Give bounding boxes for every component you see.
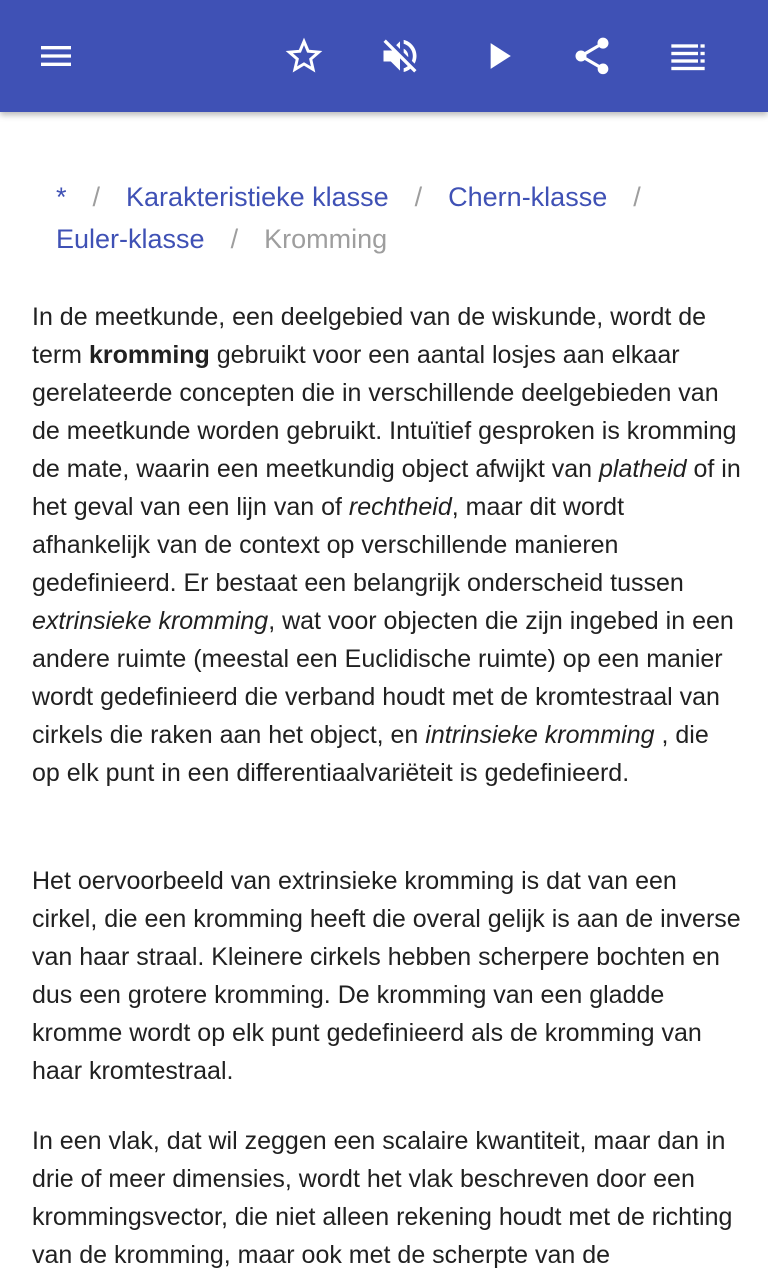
text-run: gebruikt voor een aantal losjes aan elkaar gerelateerde concepten die in verschillende deelgebieden van de meetkunde worden gebruikt. Intuïtief gesproken is kromming de mate, waarin een meetkundig object afwijkt van	[32, 341, 737, 483]
breadcrumb-separator: /	[414, 182, 423, 212]
playlist-icon	[668, 36, 708, 76]
text-run: In de meetkunde, een deelgebied van de wiskunde, wordt de term	[32, 303, 707, 369]
play-button[interactable]	[470, 28, 526, 84]
breadcrumb-separator: /	[230, 224, 239, 254]
volume-off-icon	[378, 34, 422, 78]
italic-term: rechtheid	[348, 493, 452, 521]
text-run: , wat voor objecten die zijn ingebed in een andere ruimte (meestal een Euclidische ruimte) op een manier wordt gedefinieerd die verband houdt met de kromtestraal van cirkels die raken aan het object, en	[32, 607, 734, 749]
article-paragraph-3: In een vlak, dat wil zeggen een scalaire kwantiteit, maar dan in drie of meer dimensies, wordt het vlak beschreven door een krommingsvector, die niet alleen rekening houdt met de richting van de kromming, maar ook met de scherpte van de	[32, 1127, 733, 1269]
menu-button[interactable]	[28, 28, 84, 84]
italic-term: extrinsieke kromming	[32, 607, 269, 635]
contents-button[interactable]	[660, 28, 716, 84]
article-content	[0, 112, 768, 1280]
mute-button[interactable]	[372, 28, 428, 84]
italic-term: platheid	[598, 455, 687, 483]
breadcrumb-item-chern-klasse[interactable]: Chern-klasse	[448, 182, 608, 212]
breadcrumb-separator: /	[92, 182, 101, 212]
text-run: , die op elk punt in een differentiaalvariëteit is gedefinieerd.	[32, 721, 709, 787]
play-icon	[476, 34, 520, 78]
app-bar	[0, 0, 768, 112]
text-run: , maar dit wordt afhankelijk van de context op verschillende manieren gedefinieerd. Er bestaat een belangrijk onderscheid tussen	[32, 493, 684, 597]
article-paragraph-1	[32, 298, 742, 792]
breadcrumb-item-root[interactable]: *	[56, 182, 67, 212]
article-paragraph-2: Het oervoorbeeld van extrinsieke kromming is dat van een cirkel, die een kromming heeft die overal gelijk is aan de inverse van haar straal. Kleinere cirkels hebben scherpere bochten en dus een grotere kromming. De kromming van een gladde kromme wordt op elk punt gedefinieerd als de kromming van haar kromtestraal.	[32, 867, 741, 1085]
breadcrumb-item-karakteristieke-klasse[interactable]: Karakteristieke klasse	[126, 182, 389, 212]
breadcrumb-current: Kromming	[264, 224, 388, 254]
star-icon	[282, 34, 326, 78]
share-icon	[570, 34, 614, 78]
breadcrumb	[56, 176, 746, 260]
favorite-button[interactable]	[276, 28, 332, 84]
breadcrumb-separator: /	[633, 182, 641, 212]
text-run: of in het geval van een lijn van of	[32, 455, 741, 521]
bold-term: kromming	[88, 341, 210, 369]
share-button[interactable]	[564, 28, 620, 84]
breadcrumb-item-euler-klasse[interactable]: Euler-klasse	[56, 224, 205, 254]
italic-term: intrinsieke kromming	[425, 721, 655, 749]
menu-icon	[36, 36, 76, 76]
